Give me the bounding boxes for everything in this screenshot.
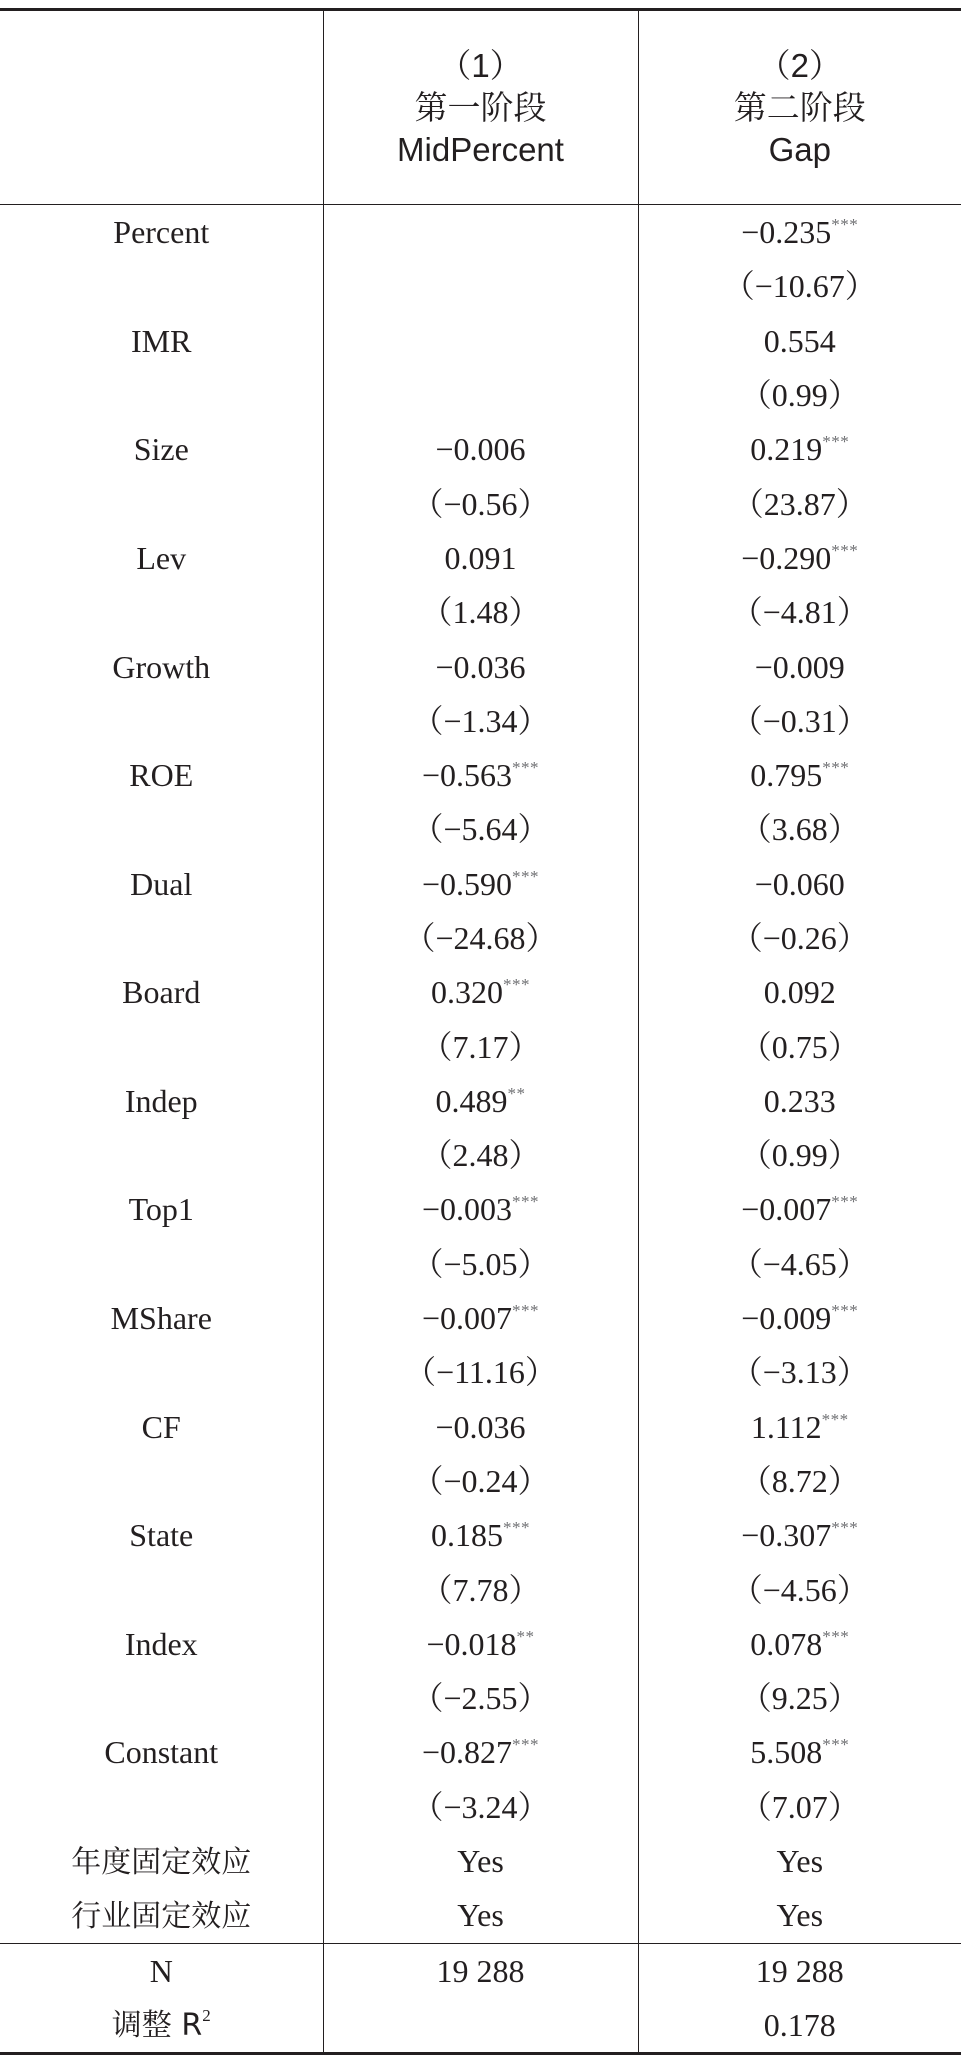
tstat-col2: （8.72）: [739, 1462, 860, 1499]
coef-value: −0.563: [421, 757, 513, 794]
tstat-col2: （0.99）: [739, 377, 860, 414]
header-row: [0, 10, 961, 205]
coef-row: [0, 1400, 961, 1454]
tstat-col2: （3.68）: [739, 811, 860, 848]
tstat-col2: （23.87）: [731, 485, 868, 522]
coef-col1: [323, 1400, 638, 1454]
col2-dependent-var: Gap: [768, 130, 831, 168]
coef-row: [0, 965, 961, 1019]
coef-col1: [323, 1182, 638, 1236]
variable-name: CF: [141, 1408, 181, 1445]
col1-number: （1）: [438, 46, 523, 84]
coef-value: 0.092: [763, 974, 836, 1011]
coef-row: [0, 1617, 961, 1671]
tstat-row: [0, 259, 961, 313]
col2-stage: 第二阶段: [733, 88, 866, 126]
significance-stars: ***: [512, 758, 540, 778]
coef-value: 0.091: [444, 539, 517, 576]
tstat-row: [0, 1237, 961, 1291]
tstat-col2: （0.75）: [739, 1028, 860, 1065]
coef-col1: [323, 965, 638, 1019]
fixed-effect-label: [0, 1834, 323, 1888]
significance-stars: ***: [831, 1192, 859, 1212]
significance-stars: ***: [822, 1735, 850, 1755]
tstat-col2: （9.25）: [739, 1680, 860, 1717]
coef-row: [0, 422, 961, 476]
tstat-col1: （−1.34）: [323, 694, 638, 748]
coef-row: [0, 205, 961, 260]
variable-name: IMR: [131, 322, 192, 359]
coef-col2: [638, 1074, 961, 1128]
col1-stage: 第一阶段: [414, 88, 547, 126]
coef-col2: [638, 314, 961, 368]
r2-col2: 0.178: [638, 1998, 961, 2054]
header-col2: [638, 10, 961, 205]
n-col1: 19 288: [323, 1943, 638, 1998]
coef-col2: [638, 639, 961, 693]
tstat-col2: （−4.56）: [730, 1571, 869, 1608]
fixed-effect-row: [0, 1888, 961, 1943]
coef-col2: [638, 1400, 961, 1454]
tstat-col1: [323, 368, 638, 422]
coef-value: −0.060: [754, 865, 845, 902]
coef-value: −0.290: [741, 539, 832, 576]
significance-stars: ***: [831, 215, 859, 235]
fixed-effect-label: [0, 1888, 323, 1943]
significance-stars: ***: [503, 1518, 530, 1538]
tstat-col1: [323, 259, 638, 313]
r2-label: [0, 1998, 323, 2054]
variable-name: Size: [133, 431, 189, 468]
tstat-row: [0, 1671, 961, 1725]
significance-stars: ***: [512, 1192, 540, 1212]
significance-stars: ***: [822, 432, 850, 452]
significance-stars: ***: [822, 1626, 850, 1646]
tstat-row: [0, 585, 961, 639]
fixed-effect-col2: Yes: [776, 1897, 824, 1934]
coef-col2: [638, 857, 961, 911]
coef-value: 0.078: [750, 1625, 823, 1662]
coef-value: −0.018: [426, 1625, 517, 1662]
coef-col2: [638, 422, 961, 476]
coef-row: [0, 639, 961, 693]
n-label: N: [0, 1943, 323, 1998]
tstat-col1: （2.48）: [323, 1128, 638, 1182]
significance-stars: ***: [831, 1301, 859, 1321]
tstat-col2: （−3.13）: [730, 1354, 869, 1391]
coef-row: [0, 857, 961, 911]
significance-stars: ***: [831, 1518, 859, 1538]
coef-col1: [323, 1725, 638, 1779]
coef-value: 1.112: [750, 1408, 822, 1445]
coef-col1: [323, 531, 638, 585]
tstat-label-empty: [0, 259, 323, 313]
coef-row: [0, 1182, 961, 1236]
tstat-col2: （−4.81）: [730, 594, 869, 631]
significance-stars: ***: [512, 1735, 540, 1755]
coef-row: [0, 1074, 961, 1128]
tstat-col1: （7.17）: [323, 1019, 638, 1073]
tstat-row: [0, 1019, 961, 1073]
n-col2: 19 288: [638, 1943, 961, 1998]
tstat-label-empty: [0, 694, 323, 748]
col1-dependent-var: MidPercent: [397, 130, 564, 168]
tstat-col1: （−5.64）: [323, 802, 638, 856]
variable-name: MShare: [110, 1300, 212, 1337]
variable-name: Indep: [124, 1082, 198, 1119]
coef-value: −0.007: [421, 1300, 513, 1337]
tstat-label-empty: [0, 1345, 323, 1399]
coef-col1: [323, 857, 638, 911]
coef-value: −0.007: [741, 1191, 832, 1228]
r2-row: [0, 1998, 961, 2054]
tstat-col1: （7.78）: [323, 1562, 638, 1616]
significance-stars: **: [507, 1083, 526, 1103]
coef-value: −0.235: [741, 214, 832, 251]
tstat-label-empty: [0, 911, 323, 965]
coef-col1: [323, 205, 638, 260]
header-variable-cell: [0, 10, 323, 205]
coef-value: −0.006: [435, 431, 526, 468]
variable-name: State: [129, 1517, 194, 1554]
tstat-col2: （−4.65）: [730, 1245, 869, 1282]
coef-value: 0.489: [435, 1082, 508, 1119]
coef-col2: [638, 1291, 961, 1345]
tstat-label-empty: [0, 1237, 323, 1291]
coef-value: −0.009: [741, 1300, 832, 1337]
variable-name: Percent: [113, 214, 210, 251]
tstat-col1: （−0.24）: [323, 1454, 638, 1508]
tstat-col2: （−10.67）: [722, 268, 877, 305]
coef-col1: [323, 639, 638, 693]
tstat-row: [0, 911, 961, 965]
tstat-col1: （−0.56）: [323, 476, 638, 530]
tstat-row: [0, 368, 961, 422]
tstat-col2: （−0.26）: [730, 920, 869, 956]
tstat-col1: （−11.16）: [323, 1345, 638, 1399]
coef-col1: [323, 314, 638, 368]
fixed-effect-row: [0, 1834, 961, 1888]
coef-col1: [323, 1074, 638, 1128]
coef-row: [0, 1291, 961, 1345]
coef-value: −0.590: [421, 865, 513, 902]
significance-stars: ***: [503, 975, 530, 995]
footer-rows: [0, 1943, 961, 2053]
coef-col2: [638, 205, 961, 260]
fixed-effect-name: 年度固定效应: [71, 1844, 252, 1880]
coef-value: 0.233: [763, 1082, 836, 1119]
coef-row: [0, 1725, 961, 1779]
tstat-label-empty: [0, 802, 323, 856]
coef-value: 0.185: [431, 1517, 503, 1554]
significance-stars: ***: [822, 758, 850, 778]
variable-name: Growth: [112, 648, 211, 685]
tstat-col1: （−2.55）: [323, 1671, 638, 1725]
n-row: [0, 1943, 961, 1998]
variable-name: Board: [122, 974, 201, 1011]
coef-value: 5.508: [750, 1734, 823, 1771]
r2-col1: [323, 1998, 638, 2054]
variable-name: Dual: [130, 865, 193, 902]
col2-number: （2）: [757, 46, 842, 84]
coef-value: 0.219: [750, 431, 823, 468]
coef-col2: [638, 1725, 961, 1779]
tstat-label-empty: [0, 476, 323, 530]
tstat-col1: （1.48）: [323, 585, 638, 639]
variable-name: Index: [124, 1625, 198, 1662]
coef-col1: [323, 1617, 638, 1671]
coef-row: [0, 1508, 961, 1562]
significance-stars: ***: [512, 866, 540, 886]
tstat-row: [0, 1562, 961, 1616]
variable-name: ROE: [129, 757, 194, 794]
variable-name: Constant: [104, 1734, 219, 1771]
coef-value: −0.307: [741, 1517, 832, 1554]
significance-stars: ***: [512, 1301, 540, 1321]
tstat-row: [0, 1345, 961, 1399]
coef-col2: [638, 965, 961, 1019]
coef-row: [0, 314, 961, 368]
coef-value: −0.009: [754, 648, 845, 685]
tstat-label-empty: [0, 585, 323, 639]
tstat-col2: （0.99）: [739, 1137, 860, 1174]
tstat-col2: （−0.31）: [730, 702, 869, 739]
regression-table: [0, 8, 961, 2055]
coef-value: −0.003: [421, 1191, 513, 1228]
coef-col1: [323, 748, 638, 802]
tstat-row: [0, 476, 961, 530]
coef-col2: [638, 1508, 961, 1562]
variable-name: Lev: [136, 539, 187, 576]
fixed-effect-col1: Yes: [323, 1834, 638, 1888]
coef-row: [0, 531, 961, 585]
tstat-row: [0, 1454, 961, 1508]
tstat-label-empty: [0, 1019, 323, 1073]
coef-col2: [638, 748, 961, 802]
coef-value: 0.554: [763, 322, 836, 359]
tstat-label-empty: [0, 368, 323, 422]
coef-col1: [323, 422, 638, 476]
fixed-effect-name: 行业固定效应: [71, 1898, 252, 1934]
r2-label-text: 调整 R: [111, 2008, 203, 2043]
coef-value: −0.036: [435, 648, 526, 685]
coef-col1: [323, 1508, 638, 1562]
tstat-row: [0, 694, 961, 748]
coef-value: 0.320: [431, 974, 503, 1011]
coef-value: 0.795: [750, 757, 823, 794]
fixed-effect-col1: Yes: [323, 1888, 638, 1943]
r2-label-superscript: 2: [202, 2006, 211, 2025]
significance-stars: **: [516, 1626, 535, 1646]
tstat-label-empty: [0, 1128, 323, 1182]
fixed-effect-col2: Yes: [776, 1843, 824, 1880]
variable-name: Top1: [128, 1191, 194, 1228]
tstat-label-empty: [0, 1671, 323, 1725]
coef-value: −0.036: [435, 1408, 526, 1445]
tstat-col1: （−3.24）: [323, 1780, 638, 1834]
tstat-col1: （−24.68）: [323, 911, 638, 965]
tstat-label-empty: [0, 1562, 323, 1616]
tstat-row: [0, 1780, 961, 1834]
significance-stars: ***: [821, 1409, 849, 1429]
tstat-label-empty: [0, 1454, 323, 1508]
coefficient-rows: [0, 205, 961, 1944]
coef-value: −0.827: [421, 1734, 513, 1771]
tstat-col2: （7.07）: [739, 1788, 860, 1825]
tstat-row: [0, 1128, 961, 1182]
tstat-label-empty: [0, 1780, 323, 1834]
tstat-col1: （−5.05）: [323, 1237, 638, 1291]
tstat-row: [0, 802, 961, 856]
coef-row: [0, 748, 961, 802]
significance-stars: ***: [831, 540, 859, 560]
coef-col2: [638, 1617, 961, 1671]
coef-col1: [323, 1291, 638, 1345]
coef-col2: [638, 531, 961, 585]
coef-col2: [638, 1182, 961, 1236]
header-col1: [323, 10, 638, 205]
